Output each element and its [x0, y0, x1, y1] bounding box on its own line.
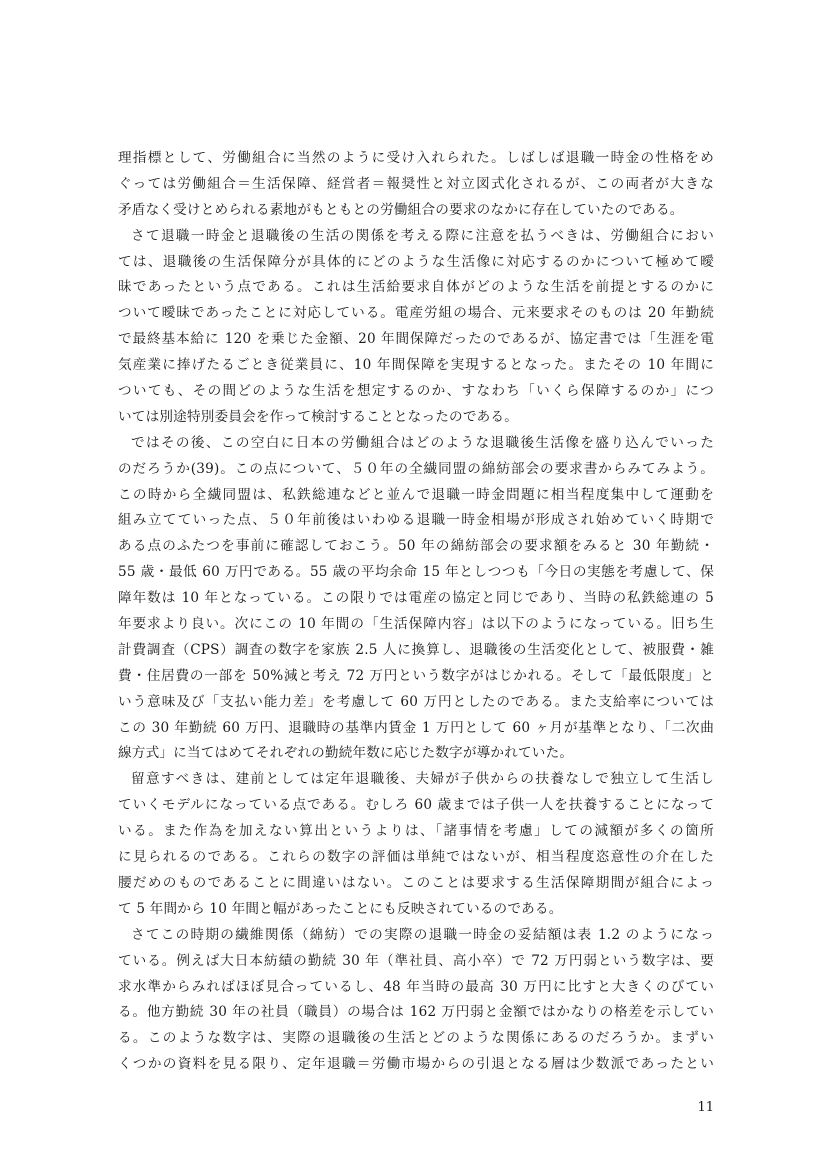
text-line: この時から全繊同盟は、私鉄総連などと並んで退職一時金問題に相当程度集中して運動を: [118, 486, 714, 503]
text-line: 理指標として、労働組合に当然のように受け入れられた。しばしば退職一時金の性格をめ: [118, 150, 714, 166]
text-line: る。他方勤続 30 年の社員（職員）の場合は 162 万円弱と金額ではかなりの格差を示してい: [118, 1004, 714, 1021]
text-line: 昧であったという点である。これは生活給要求自体がどのような生活を前提とするのかに: [118, 279, 714, 296]
text-line: 求水準からみればほぼ見合っているし、48 年当時の最高 30 万円に比すと大きくのびてい: [118, 978, 714, 995]
text-line: で最終基本給に 120 を乗じた金額、20 年間保障だったのであるが、協定書では「生涯を電: [118, 331, 714, 348]
text-line: ては、退職後の生活保障分が具体的にどのような生活像に対応するのかについて極めて曖: [118, 253, 714, 270]
text-line: いる。また作為を加えない算出というよりは、「諸事情を考慮」しての減額が多くの箇所: [118, 823, 714, 840]
text-line: さてこの時期の繊維関係（綿紡）での実際の退職一時金の妥結額は表 1.2 のようになっ: [131, 926, 714, 943]
text-line: 55 歳・最低 60 万円である。55 歳の平均余命 15 年としつつも「今日の実態を考慮して、保: [118, 564, 714, 581]
text-line: 計費調査（CPS）調査の数字を家族 2.5 人に換算し、退職後の生活変化として、被服費・雑: [118, 641, 714, 658]
text-line: 留意すべきは、建前としては定年退職後、夫婦が子供からの扶養なしで独立して生活し: [131, 771, 714, 788]
body-text: [118, 146, 714, 1078]
text-line: て 5 年間から 10 年間と幅があったことにも反映されているのである。: [118, 900, 563, 917]
text-line: ついて曖昧であったことに対応している。電産労組の場合、元来要求そのものは 20 年勤続: [118, 305, 714, 322]
text-line: ある点のふたつを事前に確認しておこう。50 年の綿紡部会の要求額をみると 30 年勤続・: [118, 538, 714, 555]
text-line: 費・住居費の一部を 50%減と考え 72 万円という数字がはじかれる。そして「最低限度」と: [118, 667, 714, 684]
text-line: くつかの資料を見る限り、定年退職＝労働市場からの引退となる層は少数派であったとい: [118, 1056, 714, 1073]
page-number: 11: [697, 1100, 714, 1115]
text-line: 組み立てていった点、５０年前後はいわゆる退職一時金相場が形成され始めていく時期で: [118, 512, 714, 529]
text-line: 腰だめのものであることに間違いはない。このことは要求する生活保障期間が組合によっ: [118, 874, 714, 891]
text-line: 線方式」に当てはめてそれぞれの勤続年数に応じた数字が導かれていた。: [118, 745, 574, 762]
text-line: いては別途特別委員会を作って検討することとなったのである。: [118, 408, 519, 425]
text-line: ついても、その間どのような生活を想定するのか、すなわち「いくら保障するのか」につ: [118, 383, 714, 400]
text-line: 障年数は 10 年となっている。この限りでは電産の協定と同じであり、当時の私鉄総連の 5: [118, 590, 714, 607]
text-line: ている。例えば大日本紡績の勤続 30 年（準社員、高小卒）で 72 万円弱という数字は、要: [118, 952, 714, 969]
text-line: 矛盾なく受けとめられる素地がもともとの労働組合の要求のなかに存在していたのである。: [118, 201, 684, 218]
text-line: る。このような数字は、実際の退職後の生活とどのような関係にあるのだろうか。まずい: [118, 1030, 714, 1047]
text-line: ではその後、この空白に日本の労働組合はどのような退職後生活像を盛り込んでいった: [131, 434, 714, 451]
text-line: いう意味及び「支払い能力差」を考慮して 60 万円としたのである。また支給率については: [118, 693, 714, 710]
text-line: この 30 年勤続 60 万円、退職時の基準内賃金 1 万円として 60 ヶ月が基準となり、「二次曲: [118, 719, 714, 736]
text-line: 年要求より良い。次にこの 10 年間の「生活保障内容」は以下のようになっている。旧ち生: [118, 616, 714, 633]
text-line: のだろうか(39)。この点について、５０年の全繊同盟の綿紡部会の要求書からみてみよう。: [118, 460, 714, 477]
text-line: さて退職一時金と退職後の生活の関係を考える際に注意を払うべきは、労働組合におい: [131, 227, 714, 244]
text-line: 気産業に捧げたるごとき従業員に、10 年間保障を実現するとなった。またその 10 年間に: [118, 357, 714, 374]
text-line: ていくモデルになっている点である。むしろ 60 歳までは子供一人を扶養することになって: [118, 797, 714, 814]
text-line: ぐっては労働組合＝生活保障、経営者＝報奨性と対立図式化されるが、この両者が大きな: [118, 175, 714, 192]
text-line: に見られるのである。これらの数字の評価は単純ではないが、相当程度恣意性の介在した: [118, 849, 714, 866]
